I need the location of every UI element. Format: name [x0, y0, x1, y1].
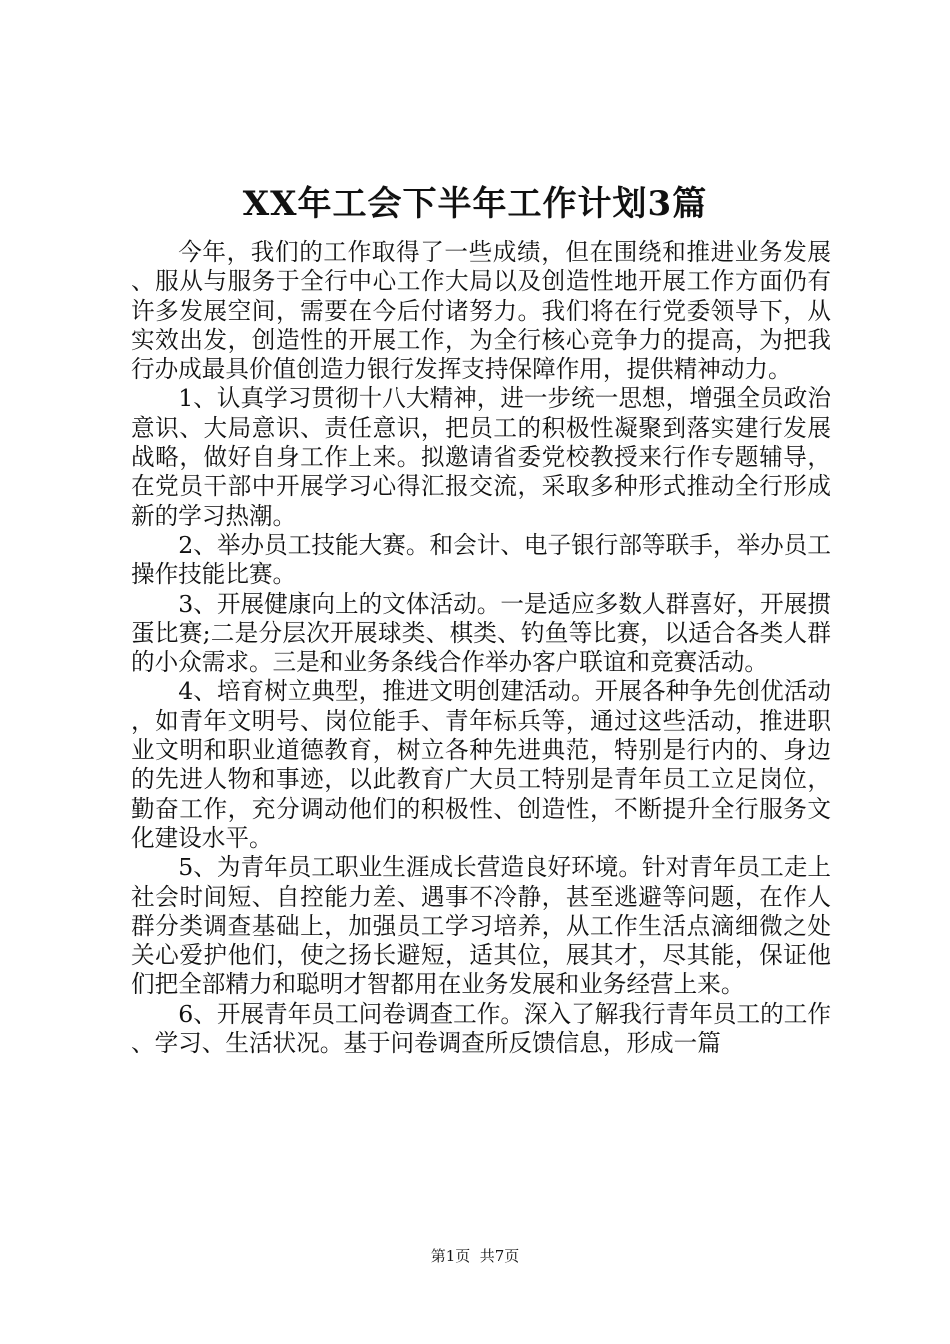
item-3-paragraph: 3、开展健康向上的文体活动。一是适应多数人群喜好，开展掼蛋比赛;二是分层次开展球类、棋类、钓鱼等比赛，以适合各类人群的小众需求。三是和业务条线合作举办客户联谊和竞赛活动。 — [131, 589, 831, 677]
item-4-paragraph: 4、培育树立典型，推进文明创建活动。开展各种争先创优活动，如青年文明号、岗位能手、青年标兵等，通过这些活动，推进职业文明和职业道德教育，树立各种先进典范，特别是行内的、身边的先进人物和事迹，以此教育广大员工特别是青年员工立足岗位，勤奋工作，充分调动他们的积极性、创造性，不断提升全行服务文化建设水平。 — [131, 677, 831, 852]
item-1-paragraph: 1、认真学习贯彻十八大精神，进一步统一思想，增强全员政治意识、大局意识、责任意识，把员工的积极性凝聚到落实建行发展战略，做好自身工作上来。拟邀请省委党校教授来行作专题辅导，在党员干部中开展学习心得汇报交流，采取多种形式推动全行形成新的学习热潮。 — [131, 384, 831, 530]
intro-paragraph: 今年，我们的工作取得了一些成绩，但在围绕和推进业务发展、服从与服务于全行中心工作大局以及创造性地开展工作方面仍有许多发展空间，需要在今后付诸努力。我们将在行党委领导下，从实效出发，创造性的开展工作，为全行核心竞争力的提高，为把我行办成最具价值创造力银行发挥支持保障作用，提供精神动力。 — [131, 238, 831, 384]
item-5-paragraph: 5、为青年员工职业生涯成长营造良好环境。针对青年员工走上社会时间短、自控能力差、遇事不冷静，甚至逃避等问题，在作人群分类调查基础上，加强员工学习培养，从工作生活点滴细微之处关心爱护他们，使之扬长避短，适其位，展其才，尽其能，保证他们把全部精力和聪明才智都用在业务发展和业务经营上来。 — [131, 853, 831, 999]
document-title: XX年工会下半年工作计划3篇 — [242, 184, 708, 224]
page-footer: 第1页 共7页 — [430, 1247, 520, 1265]
item-6-paragraph: 6、开展青年员工问卷调查工作。深入了解我行青年员工的工作、学习、生活状况。基于问卷调查所反馈信息，形成一篇 — [131, 999, 831, 1058]
item-2-paragraph: 2、举办员工技能大赛。和会计、电子银行部等联手，举办员工操作技能比赛。 — [131, 530, 831, 589]
document-body — [131, 238, 831, 1058]
